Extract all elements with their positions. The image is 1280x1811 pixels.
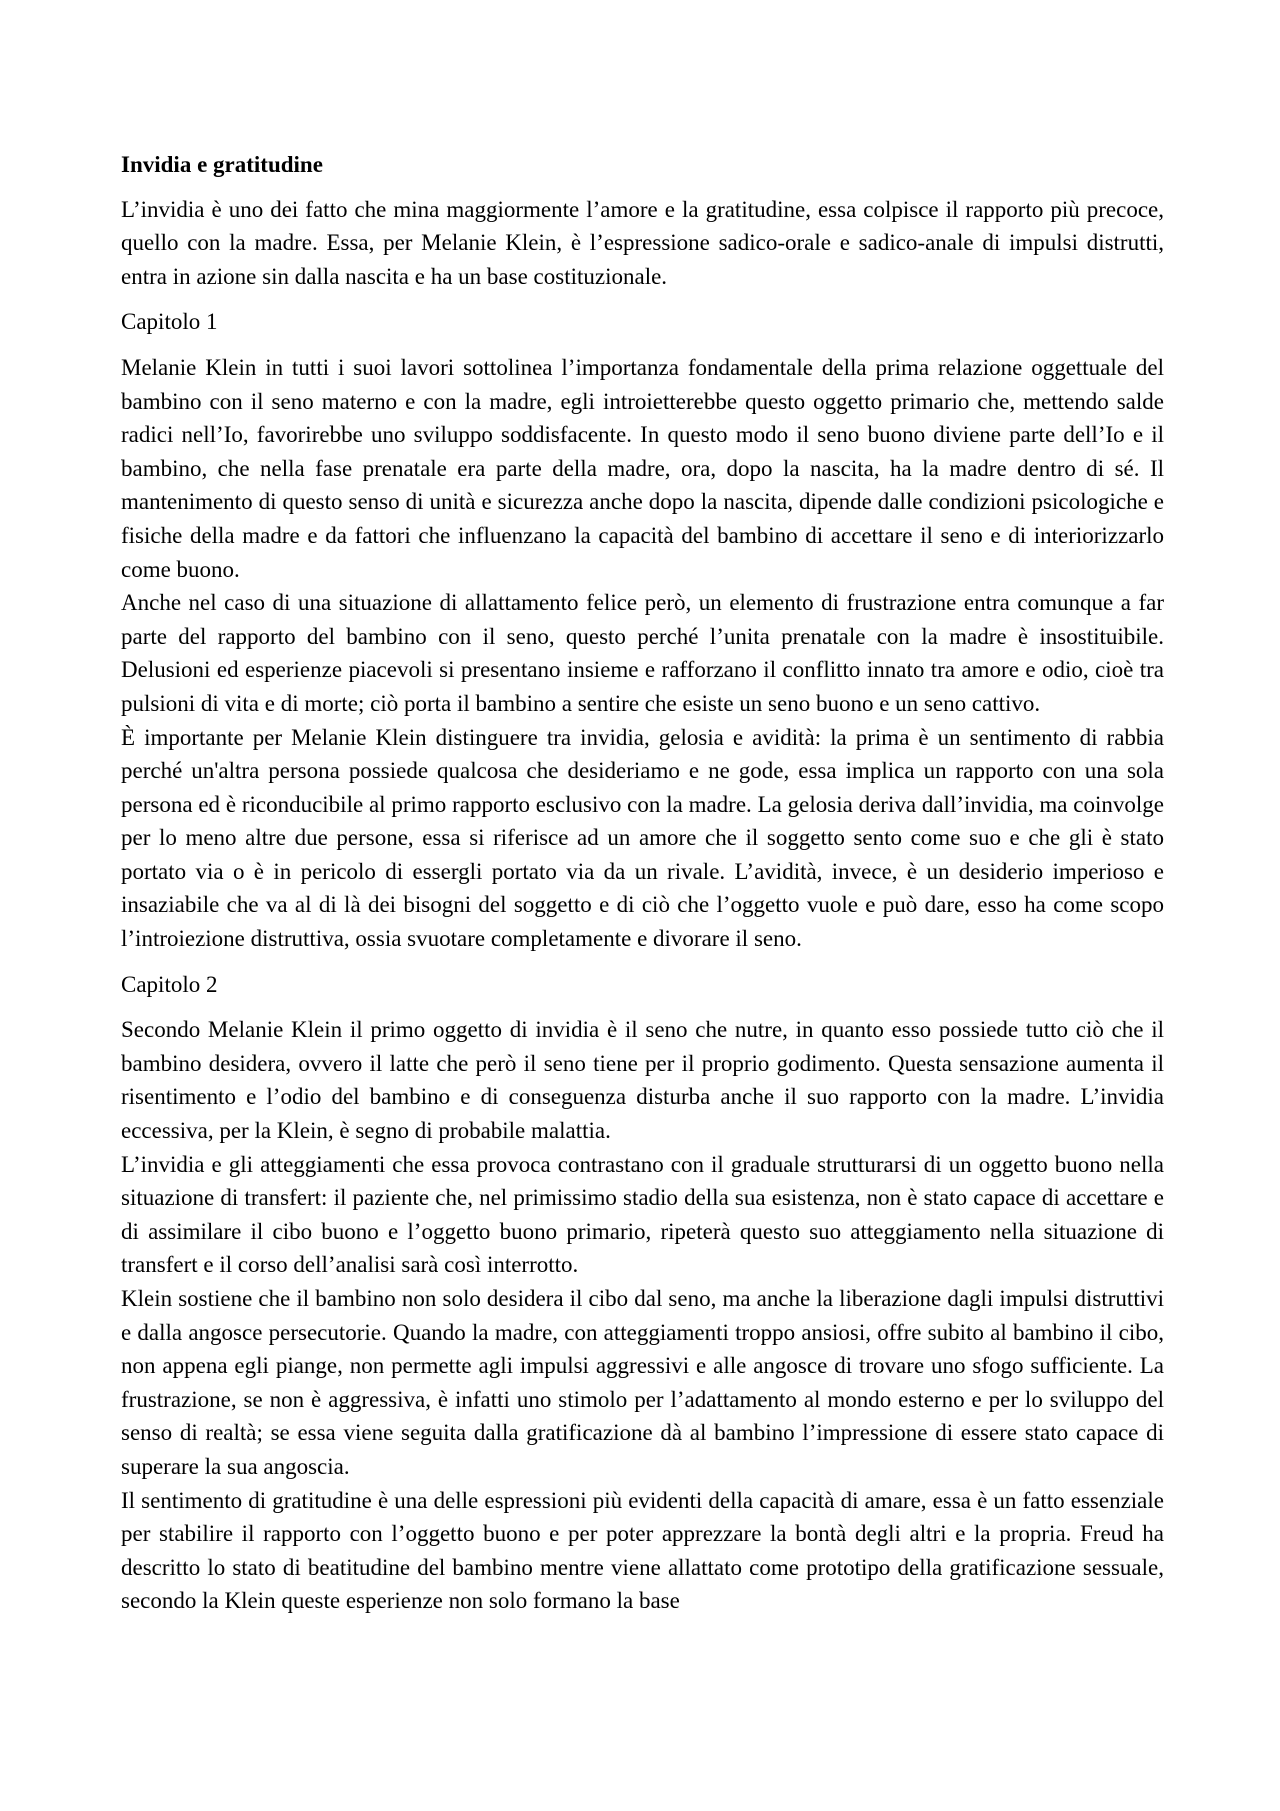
document-body xyxy=(121,148,1164,1618)
chapter-1-paragraph-3: È importante per Melanie Klein distinguere tra invidia, gelosia e avidità: la prima è un sentimento di rabbia perché un'altra persona possiede qualcosa che desideriamo e ne gode, essa implica un rapporto con una sola persona ed è riconducibile al primo rapporto esclusivo con la madre. La gelosia deriva dall’invidia, ma coinvolge per lo meno altre due persone, essa si riferisce ad un amore che il soggetto sento come suo e che gli è stato portato via o è in pericolo di essergli portato via da un rivale. L’avidità, invece, è un desiderio imperioso e insaziabile che va al di là dei bisogni del soggetto e di ciò che l’oggetto vuole e può dare, esso ha come scopo l’introiezione distruttiva, ossia svuotare completamente e divorare il seno. xyxy=(121,724,1164,952)
chapter-2-paragraph-2: L’invidia e gli atteggiamenti che essa provoca contrastano con il graduale strutturarsi di un oggetto buono nella situazione di transfert: il paziente che, nel primissimo stadio della sua esistenza, non è stato capace di accettare e di assimilare il cibo buono e l’oggetto buono primario, ripeterà questo suo atteggiamento nella situazione di transfert e il corso dell’analisi sarà così interrotto. xyxy=(121,1151,1164,1278)
chapter-2-heading: Capitolo 2 xyxy=(121,971,218,997)
chapter-2-paragraph-3: Klein sostiene che il bambino non solo desidera il cibo dal seno, ma anche la liberazione dagli impulsi distruttivi e dalla angosce persecutorie. Quando la madre, con atteggiamenti troppo ansiosi, offre subito al bambino il cibo, non appena egli piange, non permette agli impulsi aggressivi e alle angosce di trovare uno sfogo sufficiente. La frustrazione, se non è aggressiva, è infatti uno stimolo per l’adattamento al mondo esterno e per lo sviluppo del senso di realtà; se essa viene seguita dalla gratificazione dà al bambino l’impressione di essere stato capace di superare la sua angoscia. xyxy=(121,1286,1164,1479)
chapter-2-paragraph-1: Secondo Melanie Klein il primo oggetto di invidia è il seno che nutre, in quanto esso possiede tutto ciò che il bambino desidera, ovvero il latte che però il seno tiene per il proprio godimento. Questa sensazione aumenta il risentimento e l’odio del bambino e di conseguenza disturba anche il suo rapporto con la madre. L’invidia eccessiva, per la Klein, è segno di probabile malattia. xyxy=(121,1017,1164,1144)
chapter-1-paragraph-2: Anche nel caso di una situazione di allattamento felice però, un elemento di frustrazione entra comunque a far parte del rapporto del bambino con il seno, questo perché l’unita prenatale con la madre è insostituibile. Delusioni ed esperienze piacevoli si presentano insieme e rafforzano il conflitto innato tra amore e odio, cioè tra pulsioni di vita e di morte; ciò porta il bambino a sentire che esiste un seno buono e un seno cattivo. xyxy=(121,590,1164,716)
intro-paragraph: L’invidia è uno dei fatto che mina maggiormente l’amore e la gratitudine, essa colpisce il rapporto più precoce, quello con la madre. Essa, per Melanie Klein, è l’espressione sadico-orale e sadico-anale di impulsi distrutti, entra in azione sin dalla nascita e ha un base costituzionale. xyxy=(121,196,1164,289)
chapter-1-heading: Capitolo 1 xyxy=(121,309,218,335)
document-title: Invidia e gratitudine xyxy=(121,152,323,177)
chapter-1-paragraph-1: Melanie Klein in tutti i suoi lavori sottolinea l’importanza fondamentale della prima relazione oggettuale del bambino con il seno materno e con la madre, egli introietterebbe questo oggetto primario che, mettendo salde radici nell’Io, favorirebbe uno sviluppo soddisfacente. In questo modo il seno buono diviene parte dell’Io e il bambino, che nella fase prenatale era parte della madre, ora, dopo la nascita, ha la madre dentro di sé. Il mantenimento di questo senso di unità e sicurezza anche dopo la nascita, dipende dalle condizioni psicologiche e fisiche della madre e da fattori che influenzano la capacità del bambino di accettare il seno e di interiorizzarlo come buono. xyxy=(121,354,1164,582)
chapter-2-paragraph-4: Il sentimento di gratitudine è una delle espressioni più evidenti della capacità di amare, essa è un fatto essenziale per stabilire il rapporto con l’oggetto buono e per poter apprezzare la bontà degli altri e la propria. Freud ha descritto lo stato di beatitudine del bambino mentre viene allattato come prototipo della gratificazione sessuale, secondo la Klein queste esperienze non solo formano la base xyxy=(121,1487,1164,1614)
